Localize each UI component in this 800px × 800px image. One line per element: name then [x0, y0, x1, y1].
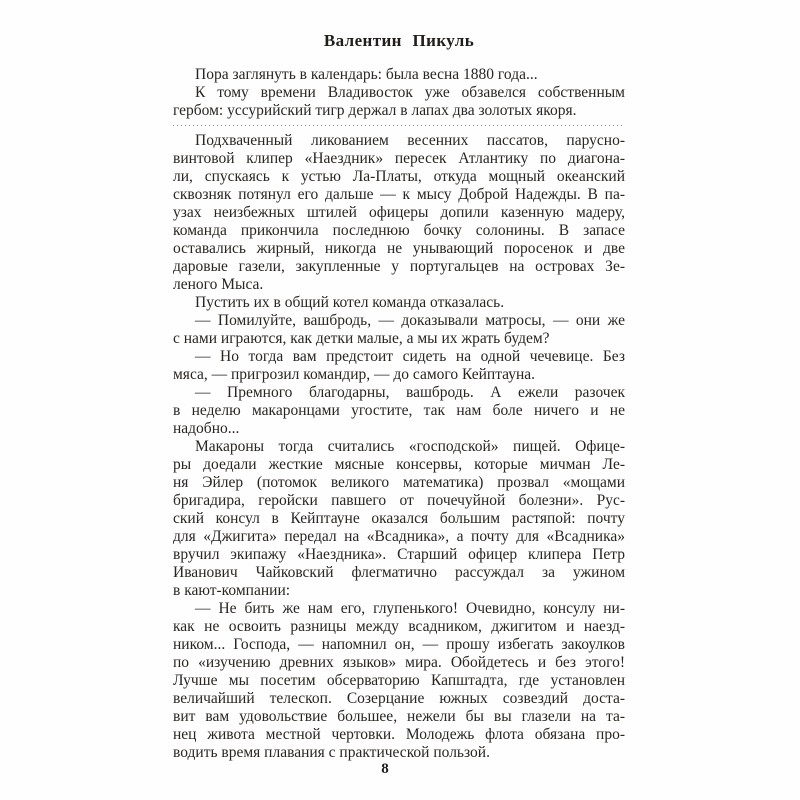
text-line: для «Джигита» передал на «Всадника», а почту для «Всадника» — [173, 528, 625, 545]
text-line: вит вам удовольствие большее, нежели бы вы глазели на та- — [173, 708, 625, 725]
paragraph — [173, 66, 625, 84]
intro-section — [173, 66, 625, 120]
paragraph — [173, 348, 625, 384]
body-section — [173, 132, 625, 762]
text-line: гербом: уссурийский тигр держал в лапах два золотых якоря. — [173, 102, 577, 119]
text-line: водить время плавания с практической пользой. — [173, 744, 490, 761]
text-line: сквозняк потянул его дальше — к мысу Доброй Надежды. В па- — [173, 186, 625, 203]
text-line: даровые газели, закупленные у португальцев на островах Зе- — [173, 258, 625, 275]
text-line: команда прикончила последнюю бочку солонины. В запасе — [173, 222, 625, 239]
text-line: в кают-компании: — [173, 582, 291, 599]
text-line: по «изучению древних языков» мира. Обойдетесь и без этого! — [173, 654, 625, 671]
dotted-section-separator — [173, 124, 625, 126]
paragraph — [173, 312, 625, 348]
text-line: надобно... — [173, 420, 240, 437]
text-line: ня Эйлер (потомок великого математика) прозвал «мощами — [173, 474, 625, 491]
text-line: бригадира, геройски павшего от почечуйной болезни». Рус- — [173, 492, 625, 509]
text-line: нец живота местной чертовки. Молодежь флота обязана про- — [173, 726, 625, 743]
text-line: Пора заглянуть в календарь: была весна 1880 года... — [195, 66, 538, 83]
text-line: Макароны тогда считались «господской» пищей. Офице- — [195, 438, 625, 455]
text-line: как не освоить разницы между всадником, джигитом и наезд- — [173, 618, 625, 635]
text-line: ский консул в Кейптауне оказался большим растяпой: почту — [173, 510, 625, 527]
text-line: леного Мыса. — [173, 276, 264, 293]
text-line: Пустить их в общий котел команда отказалась. — [195, 294, 505, 311]
text-line: К тому времени Владивосток уже обзавелся собственным — [195, 84, 625, 101]
text-line: с нами играются, как детки малые, а мы их жрать будем? — [173, 330, 550, 347]
text-line: — Помилуйте, вашбродь, — доказывали матросы, — они же — [195, 312, 625, 329]
text-line: ры доедали жесткие мясные консервы, которые мичман Ле- — [173, 456, 625, 473]
text-line: Иванович Чайковский флегматично рассуждал за ужином — [173, 564, 625, 581]
text-line: вручил экипажу «Наездника». Старший офицер клипера Петр — [173, 546, 625, 563]
paragraph — [173, 294, 625, 312]
text-line: величайший телескоп. Созерцание южных созвездий доста- — [173, 690, 625, 707]
running-header-author: Валентин Пикуль — [323, 31, 475, 50]
paragraph — [173, 132, 625, 294]
page-number: 8 — [381, 761, 389, 777]
text-line: винтовой клипер «Наездник» пересек Атлантику по диагона- — [173, 150, 625, 167]
text-line: — Не бить же нам его, глупенького! Очевидно, консулу ни- — [195, 600, 625, 617]
text-line: — Премного благодарны, вашбродь. А ежели разочек — [195, 384, 625, 401]
paragraph — [173, 600, 625, 762]
paragraph — [173, 438, 625, 600]
text-line: ником... Господа, — напомнил он, — прошу избегать закоулков — [173, 636, 625, 653]
paragraph — [173, 84, 625, 120]
text-line: узах неизбежных штилей офицеры допили казенную мадеру, — [173, 204, 625, 221]
text-line: в неделю макаронцами угостите, так нам боле ничего и не — [173, 402, 625, 419]
text-line: Лучше мы посетим обсерваторию Капштадта, где установлен — [173, 672, 625, 689]
text-line: оставались жирный, никогда не унывающий поросенок и две — [173, 240, 625, 257]
paragraph — [173, 384, 625, 438]
text-line: — Но тогда вам предстоит сидеть на одной чечевице. Без — [195, 348, 625, 365]
text-column — [173, 66, 625, 762]
text-line: ли, спускаясь к устью Ла-Платы, откуда мощный океанский — [173, 168, 625, 185]
text-line: Подхваченный ликованием весенних пассатов, парусно- — [195, 132, 625, 149]
text-line: мяса, — пригрозил командир, — до самого Кейптауна. — [173, 366, 536, 383]
